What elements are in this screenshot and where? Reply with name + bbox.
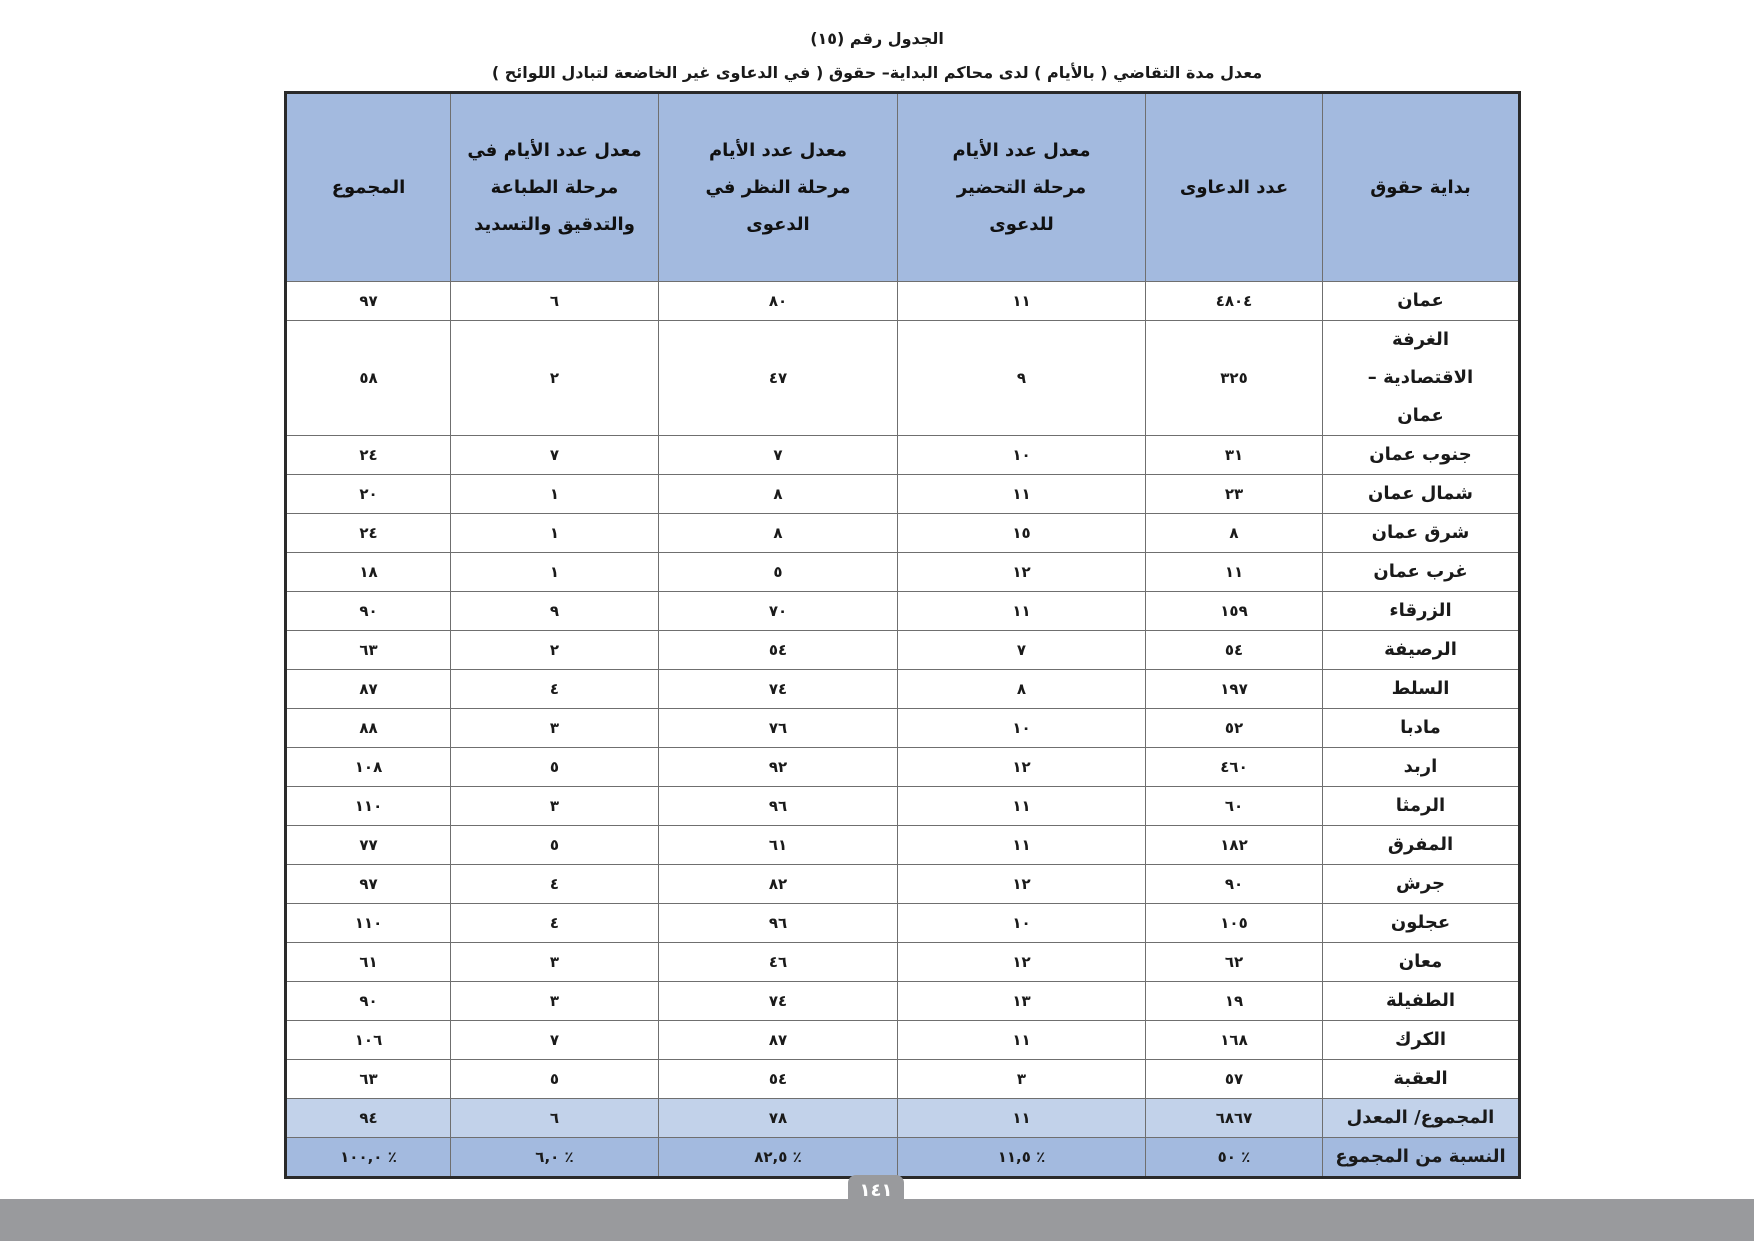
case-count-cell: ٨: [1146, 514, 1323, 553]
total-case-count-cell: ٦٨٦٧: [1146, 1099, 1323, 1138]
hearing-days-cell: ٦١: [659, 826, 898, 865]
court-name-cell: غرب عمان: [1323, 553, 1520, 592]
court-name-cell: الزرقاء: [1323, 592, 1520, 631]
preparation-days-cell: ١١: [898, 787, 1146, 826]
column-header-court: بداية حقوق: [1323, 93, 1520, 282]
court-name-cell: عمان: [1323, 282, 1520, 321]
table-row: [286, 748, 1520, 787]
table-row: [286, 282, 1520, 321]
court-name-cell: الرمثا: [1323, 787, 1520, 826]
court-name-cell: شمال عمان: [1323, 475, 1520, 514]
table-row: [286, 436, 1520, 475]
case-count-cell: ٩٠: [1146, 865, 1323, 904]
hearing-days-cell: ٧٤: [659, 982, 898, 1021]
preparation-days-cell: ١٢: [898, 865, 1146, 904]
hearing-days-cell: ٥: [659, 553, 898, 592]
printing-days-cell: ٥: [451, 748, 659, 787]
preparation-days-cell: ١١: [898, 592, 1146, 631]
table-row: [286, 553, 1520, 592]
percent-hearing-cell: ٪ ٨٢,٥: [659, 1138, 898, 1178]
total-days-cell: ٦٣: [286, 631, 451, 670]
hearing-days-cell: ٧: [659, 436, 898, 475]
percent-row: [286, 1138, 1520, 1178]
hearing-days-cell: ٤٦: [659, 943, 898, 982]
preparation-days-cell: ١١: [898, 826, 1146, 865]
preparation-days-cell: ١٠: [898, 904, 1146, 943]
hearing-days-cell: ٥٤: [659, 1060, 898, 1099]
total-days-cell: ١٠٨: [286, 748, 451, 787]
printing-days-cell: ١: [451, 553, 659, 592]
total-row: [286, 1099, 1520, 1138]
column-header-total: المجموع: [286, 93, 451, 282]
court-name-cell: جرش: [1323, 865, 1520, 904]
total-days-cell: ١١٠: [286, 904, 451, 943]
case-count-cell: ٤٦٠: [1146, 748, 1323, 787]
court-name-cell: السلط: [1323, 670, 1520, 709]
court-name-cell: الطفيلة: [1323, 982, 1520, 1021]
total-hearing-days-cell: ٧٨: [659, 1099, 898, 1138]
table-row: [286, 865, 1520, 904]
preparation-days-cell: ١١: [898, 475, 1146, 514]
court-name-cell: معان: [1323, 943, 1520, 982]
table-row: [286, 631, 1520, 670]
printing-days-cell: ٣: [451, 982, 659, 1021]
total-days-cell: ٩٠: [286, 592, 451, 631]
table-row: [286, 514, 1520, 553]
table-caption-number: الجدول رقم (١٥): [810, 29, 944, 48]
total-days-cell: ٢٤: [286, 436, 451, 475]
percent-case-count-cell: ٪ ٥٠: [1146, 1138, 1323, 1178]
total-days-cell: ٦٣: [286, 1060, 451, 1099]
court-name-cell: مادبا: [1323, 709, 1520, 748]
hearing-days-cell: ٧٠: [659, 592, 898, 631]
table-row: [286, 826, 1520, 865]
case-count-cell: ٣٢٥: [1146, 321, 1323, 436]
printing-days-cell: ٩: [451, 592, 659, 631]
court-name-cell: عجلون: [1323, 904, 1520, 943]
printing-days-cell: ٧: [451, 1021, 659, 1060]
court-name-cell: الرصيفة: [1323, 631, 1520, 670]
litigation-duration-table: [284, 91, 1521, 1179]
column-header-hearing-days: [659, 93, 898, 282]
total-days-cell: ٩٧: [286, 282, 451, 321]
printing-days-cell: ٣: [451, 787, 659, 826]
table-row: [286, 1021, 1520, 1060]
column-header-printing-days: [451, 93, 659, 282]
total-days-cell: ١١٠: [286, 787, 451, 826]
total-preparation-days-cell: ١١: [898, 1099, 1146, 1138]
court-name-cell: العقبة: [1323, 1060, 1520, 1099]
total-total-days-cell: ٩٤: [286, 1099, 451, 1138]
header-row: [286, 93, 1520, 282]
total-days-cell: ٩٧: [286, 865, 451, 904]
case-count-cell: ٦٠: [1146, 787, 1323, 826]
court-name-cell: [1323, 321, 1520, 436]
case-count-cell: ١٩: [1146, 982, 1323, 1021]
total-days-cell: ٩٠: [286, 982, 451, 1021]
total-days-cell: ٥٨: [286, 321, 451, 436]
hearing-days-cell: ٨: [659, 475, 898, 514]
hearing-days-cell: ٩٦: [659, 787, 898, 826]
court-name-cell: الكرك: [1323, 1021, 1520, 1060]
printing-days-cell: ٥: [451, 826, 659, 865]
column-header-preparation-days: [898, 93, 1146, 282]
table-row: [286, 904, 1520, 943]
preparation-days-cell: ١٢: [898, 553, 1146, 592]
table-row: [286, 592, 1520, 631]
total-days-cell: ٧٧: [286, 826, 451, 865]
case-count-cell: ٦٢: [1146, 943, 1323, 982]
page-number: ١٤١: [848, 1175, 904, 1207]
hearing-days-cell: ٨٢: [659, 865, 898, 904]
table-row: [286, 475, 1520, 514]
total-days-cell: ٢٠: [286, 475, 451, 514]
total-days-cell: ٨٧: [286, 670, 451, 709]
percent-printing-cell: ٪ ٦,٠: [451, 1138, 659, 1178]
column-header-case-count: عدد الدعاوى: [1146, 93, 1323, 282]
case-count-cell: ١٨٢: [1146, 826, 1323, 865]
total-days-cell: ٨٨: [286, 709, 451, 748]
hearing-days-cell: ٩٦: [659, 904, 898, 943]
case-count-cell: ٥٤: [1146, 631, 1323, 670]
court-name-cell: جنوب عمان: [1323, 436, 1520, 475]
case-count-cell: ١٥٩: [1146, 592, 1323, 631]
printing-days-cell: ٣: [451, 943, 659, 982]
case-count-cell: ٥٧: [1146, 1060, 1323, 1099]
preparation-days-cell: ١٠: [898, 436, 1146, 475]
case-count-cell: ١٩٧: [1146, 670, 1323, 709]
hearing-days-cell: ٧٦: [659, 709, 898, 748]
table-row: [286, 321, 1520, 436]
table-row: [286, 670, 1520, 709]
preparation-days-cell: ١٢: [898, 748, 1146, 787]
court-name-text: الغرفة الاقتصادية – عمان: [1367, 329, 1474, 426]
preparation-days-cell: ١١: [898, 1021, 1146, 1060]
column-header-printing-text: معدل عدد الأيام في مرحلة الطباعة والتدقيق والتسديد: [467, 140, 642, 235]
printing-days-cell: ٣: [451, 709, 659, 748]
percent-total-cell: ٪ ١٠٠,٠: [286, 1138, 451, 1178]
hearing-days-cell: ٨: [659, 514, 898, 553]
preparation-days-cell: ٧: [898, 631, 1146, 670]
printing-days-cell: ٧: [451, 436, 659, 475]
case-count-cell: ١١: [1146, 553, 1323, 592]
preparation-days-cell: ٩: [898, 321, 1146, 436]
printing-days-cell: ٦: [451, 282, 659, 321]
table-row: [286, 982, 1520, 1021]
printing-days-cell: ٢: [451, 631, 659, 670]
percent-row-label: النسبة من المجموع: [1323, 1138, 1520, 1178]
court-name-cell: شرق عمان: [1323, 514, 1520, 553]
case-count-cell: ٥٢: [1146, 709, 1323, 748]
table-row: [286, 1060, 1520, 1099]
hearing-days-cell: ٨٧: [659, 1021, 898, 1060]
column-header-hearing-text: معدل عدد الأيام مرحلة النظر في الدعوى: [705, 140, 851, 235]
case-count-cell: ٢٣: [1146, 475, 1323, 514]
preparation-days-cell: ١٥: [898, 514, 1146, 553]
total-printing-days-cell: ٦: [451, 1099, 659, 1138]
column-header-preparation-text: معدل عدد الأيام مرحلة التحضير للدعوى: [952, 140, 1091, 235]
total-days-cell: ٦١: [286, 943, 451, 982]
preparation-days-cell: ١٢: [898, 943, 1146, 982]
hearing-days-cell: ٧٤: [659, 670, 898, 709]
total-days-cell: ١٠٦: [286, 1021, 451, 1060]
hearing-days-cell: ٩٢: [659, 748, 898, 787]
table-row: [286, 709, 1520, 748]
printing-days-cell: ١: [451, 475, 659, 514]
case-count-cell: ٤٨٠٤: [1146, 282, 1323, 321]
case-count-cell: ١٦٨: [1146, 1021, 1323, 1060]
printing-days-cell: ٥: [451, 1060, 659, 1099]
preparation-days-cell: ١٣: [898, 982, 1146, 1021]
hearing-days-cell: ٥٤: [659, 631, 898, 670]
printing-days-cell: ٢: [451, 321, 659, 436]
total-days-cell: ١٨: [286, 553, 451, 592]
hearing-days-cell: ٨٠: [659, 282, 898, 321]
table-caption-subtitle: معدل مدة التقاضي ( بالأيام ) لدى محاكم البداية– حقوق ( في الدعاوى غير الخاضعة لتبادل اللوائح ): [491, 63, 1263, 82]
printing-days-cell: ٤: [451, 904, 659, 943]
table-row: [286, 943, 1520, 982]
court-name-cell: اربد: [1323, 748, 1520, 787]
preparation-days-cell: ٣: [898, 1060, 1146, 1099]
court-name-cell: المفرق: [1323, 826, 1520, 865]
case-count-cell: ١٠٥: [1146, 904, 1323, 943]
table-row: [286, 787, 1520, 826]
percent-preparation-cell: ٪ ١١,٥: [898, 1138, 1146, 1178]
preparation-days-cell: ١١: [898, 282, 1146, 321]
preparation-days-cell: ١٠: [898, 709, 1146, 748]
total-days-cell: ٢٤: [286, 514, 451, 553]
printing-days-cell: ٤: [451, 670, 659, 709]
printing-days-cell: ١: [451, 514, 659, 553]
case-count-cell: ٣١: [1146, 436, 1323, 475]
total-row-label: المجموع/ المعدل: [1323, 1099, 1520, 1138]
preparation-days-cell: ٨: [898, 670, 1146, 709]
hearing-days-cell: ٤٧: [659, 321, 898, 436]
printing-days-cell: ٤: [451, 865, 659, 904]
